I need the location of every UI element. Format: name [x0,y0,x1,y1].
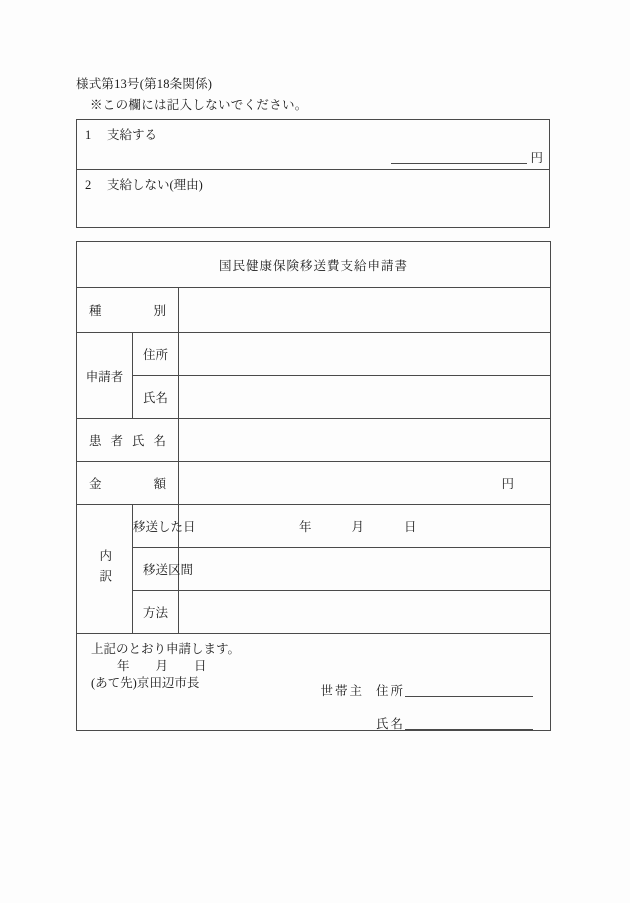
transport-date-month: 月 [351,520,365,534]
field-patient-name[interactable] [179,419,551,462]
label-method-text: 方法 [143,606,169,620]
office-row-nopay-label [85,175,203,193]
declaration-addressee: (あて先)京田辺市長 [91,675,200,690]
label-breakdown-text: 内訳 [97,548,112,590]
householder-address-row[interactable] [321,681,534,699]
application-table [76,241,551,731]
field-transport-date[interactable] [179,505,551,548]
declaration-date-month: 月 [155,658,169,673]
field-applicant-name[interactable] [179,376,551,419]
office-amount-unit: 円 [530,151,543,165]
table-row-declaration [77,634,551,731]
office-use-notice: ※この欄には記入しないでください。 [90,98,308,112]
declaration-cell [77,634,551,731]
declaration-text [91,641,240,692]
office-row-nopay[interactable] [77,170,549,227]
declaration-date-year: 年 [117,658,130,673]
label-applicant [77,333,133,419]
label-amount-text: 金額 [89,477,166,491]
office-row-nopay-text: 支給しない(理由) [107,178,203,192]
table-row-amount [77,462,551,505]
label-applicant-address-text: 住所 [143,348,169,362]
field-method[interactable] [179,591,551,634]
table-row-method [77,591,551,634]
office-row-pay-label [85,125,157,143]
householder-address-label: 住所 [376,684,406,698]
application-title: 国民健康保険移送費支給申請書 [77,242,551,288]
label-type-text: 種別 [89,304,166,318]
declaration-date[interactable] [91,658,240,675]
label-breakdown [77,505,133,634]
table-row-applicant-name [77,376,551,419]
householder-name-blank[interactable] [405,729,533,730]
label-type [77,288,179,333]
amount-unit: 円 [501,477,515,491]
office-row-pay-text: 支給する [107,128,158,142]
field-applicant-address[interactable] [179,333,551,376]
label-transport-date-text: 移送した日 [133,520,196,534]
label-amount [77,462,179,505]
householder-name-row[interactable] [321,714,534,732]
householder-label: 世帯主 [320,684,365,698]
householder-signature-block [321,681,534,732]
householder-address-blank[interactable] [405,696,533,697]
householder-name-label: 氏名 [376,717,406,731]
table-row-type [77,288,551,333]
label-transport-date [133,505,196,548]
label-transport-section [133,548,194,591]
office-row-pay[interactable] [77,120,549,170]
table-row-transport-section [77,548,551,591]
label-transport-section-text: 移送区間 [143,563,194,577]
transport-date-fields [179,517,550,535]
table-row-transport-date [77,505,551,548]
declaration-date-day: 日 [194,658,207,673]
label-applicant-text: 申請者 [85,369,124,384]
field-transport-section[interactable] [179,548,551,591]
office-amount-blank[interactable] [391,163,527,164]
form-number: 様式第13号(第18条関係) [76,77,213,91]
table-row-patient-name [77,419,551,462]
transport-date-year: 年 [299,520,312,534]
label-applicant-name-text: 氏名 [143,391,169,405]
office-row-nopay-number: 2 [85,178,92,192]
label-applicant-address [133,333,179,376]
label-method [133,591,179,634]
table-row-title [77,242,551,288]
field-type[interactable] [179,288,551,333]
office-row-pay-number: 1 [85,128,92,142]
office-amount-entry[interactable] [391,148,543,166]
office-use-box [76,119,550,228]
transport-date-day: 日 [404,520,417,534]
declaration-statement: 上記のとおり申請します。 [91,642,241,656]
label-patient-name [77,419,179,462]
field-amount[interactable] [179,462,551,505]
label-patient-name-text: 患者氏名 [89,434,166,448]
label-applicant-name [133,376,179,419]
table-row-applicant-address [77,333,551,376]
